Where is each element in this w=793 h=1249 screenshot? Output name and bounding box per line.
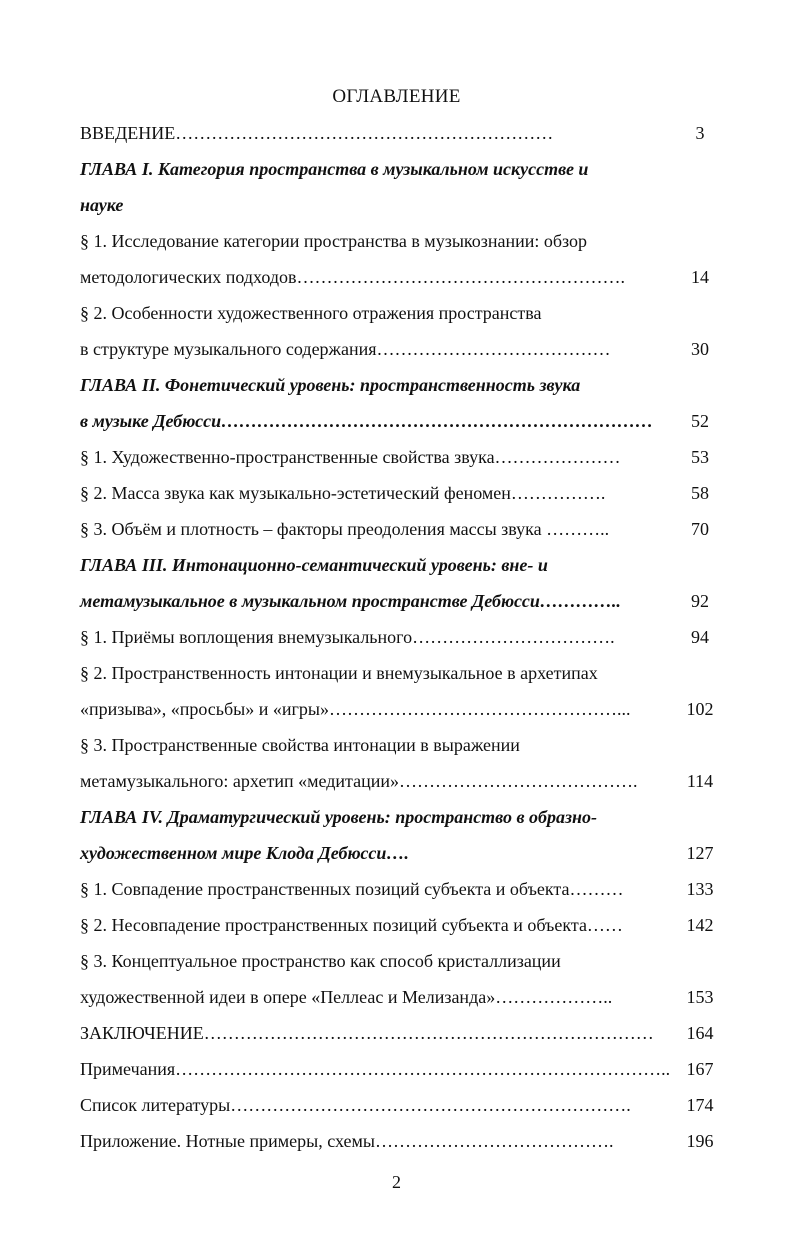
toc-page-number: 114 [686, 771, 714, 791]
toc-entry [80, 547, 720, 583]
toc-entry [80, 367, 720, 403]
toc-entry-title: § 3. Объём и плотность – факторы преодоления массы звука ……….. [80, 519, 610, 539]
page-number: 2 [392, 1172, 401, 1192]
toc-entry-title: «призыва», «просьбы» и «игры»…………………………………………... [80, 699, 631, 719]
toc-entry [80, 475, 720, 511]
toc-entry [80, 907, 720, 943]
toc-chapter-title: в музыке Дебюсси……………………………………………………………… [80, 411, 654, 431]
toc-chapter-title: ГЛАВА III. Интонационно-семантический уровень: вне- и [80, 555, 548, 575]
toc-entry-title: § 1. Исследование категории пространства в музыкознании: обзор [80, 231, 588, 251]
toc-page-number: 94 [691, 627, 709, 647]
toc-entry [80, 223, 720, 259]
toc-entry-title: метамузыкального: архетип «медитации»…………………………………. [80, 771, 638, 791]
toc-entry-title: § 2. Особенности художественного отражения пространства [80, 303, 542, 323]
toc-entry [80, 1051, 720, 1087]
toc-entry-title: Список литературы…………………………………………………………. [80, 1095, 631, 1115]
toc-entry-title: ЗАКЛЮЧЕНИЕ………………………………………………………………… [80, 1023, 654, 1043]
toc-page-number: 102 [686, 699, 714, 719]
toc-page-number: 142 [686, 915, 714, 935]
toc-heading: ОГЛАВЛЕНИЕ [332, 86, 461, 107]
toc-entry-title: § 3. Пространственные свойства интонации в выражении [80, 735, 520, 755]
toc-entry [80, 943, 720, 979]
toc-entry-title: художественной идеи в опере «Пеллеас и Мелизанда»……………….. [80, 987, 613, 1007]
toc-entry-title: § 2. Несовпадение пространственных позиций субъекта и объекта…… [80, 915, 623, 935]
toc-page-number: 92 [691, 591, 709, 611]
toc-entry-title: Приложение. Нотные примеры, схемы…………………………………. [80, 1131, 614, 1151]
toc-page-number: 174 [686, 1095, 714, 1115]
toc-entry [80, 295, 720, 331]
toc-page-number: 30 [691, 339, 709, 359]
toc-entry [80, 979, 720, 1015]
toc-entry-title: § 1. Приёмы воплощения внемузыкального……………………………. [80, 627, 615, 647]
toc-page-number: 133 [686, 879, 714, 899]
toc-page-number: 127 [686, 843, 714, 863]
toc-page-number: 58 [691, 483, 709, 503]
toc-entry-title: методологических подходов………………………………………………. [80, 267, 625, 287]
toc-entry [80, 439, 720, 475]
toc-entry-title: в структуре музыкального содержания………………………………… [80, 339, 611, 359]
toc-chapter-title: ГЛАВА II. Фонетический уровень: пространственность звука [80, 375, 581, 395]
toc-entry [80, 871, 720, 907]
toc-entry [80, 583, 720, 619]
toc-chapter-title: метамузыкальное в музыкальном пространстве Дебюсси………….. [80, 591, 621, 611]
toc-entry [80, 151, 720, 187]
toc-entry [80, 1015, 720, 1051]
toc-entry-title: § 1. Совпадение пространственных позиций субъекта и объекта……… [80, 879, 624, 899]
toc-page-number: 196 [686, 1131, 714, 1151]
toc-entry [80, 691, 720, 727]
toc-page-number: 3 [695, 123, 705, 143]
toc-chapter-title: художественном мире Клода Дебюсси…. [80, 843, 409, 863]
toc-entry [80, 1123, 720, 1159]
toc-page-number: 167 [686, 1059, 714, 1079]
toc-page-number: 53 [691, 447, 709, 467]
toc-chapter-title: ГЛАВА IV. Драматургический уровень: пространство в образно- [80, 807, 598, 827]
toc-entry [80, 619, 720, 655]
toc-entry-title: § 3. Концептуальное пространство как способ кристаллизации [80, 951, 561, 971]
toc-page-number: 52 [691, 411, 709, 431]
toc-entry [80, 187, 720, 223]
toc-entry-title: § 2. Пространственность интонации и внемузыкальное в архетипах [80, 663, 598, 683]
toc-entry-title: Примечания……………………………………………………………………….. [80, 1059, 671, 1079]
toc-entry-title: ВВЕДЕНИЕ……………………………………………………… [80, 123, 554, 143]
toc-entry [80, 331, 720, 367]
toc-page-number: 14 [691, 267, 709, 287]
toc-entry [80, 799, 720, 835]
toc-entry [80, 259, 720, 295]
toc-entry [80, 835, 720, 871]
toc-entry [80, 1087, 720, 1123]
toc-entry [80, 511, 720, 547]
toc-entry-title: § 2. Масса звука как музыкально-эстетический феномен……………. [80, 483, 606, 503]
toc-page-number: 153 [686, 987, 714, 1007]
toc-entry [80, 655, 720, 691]
toc-entry [80, 403, 720, 439]
toc-entry-title: § 1. Художественно-пространственные свойства звука………………… [80, 447, 621, 467]
toc-entry [80, 763, 720, 799]
toc-page-number: 164 [686, 1023, 714, 1043]
toc-entry [80, 727, 720, 763]
toc-page-number: 70 [691, 519, 709, 539]
table-of-contents [80, 115, 720, 1159]
toc-entry [80, 115, 720, 151]
toc-chapter-title: науке [80, 195, 124, 215]
toc-chapter-title: ГЛАВА I. Категория пространства в музыкальном искусстве и [80, 159, 589, 179]
